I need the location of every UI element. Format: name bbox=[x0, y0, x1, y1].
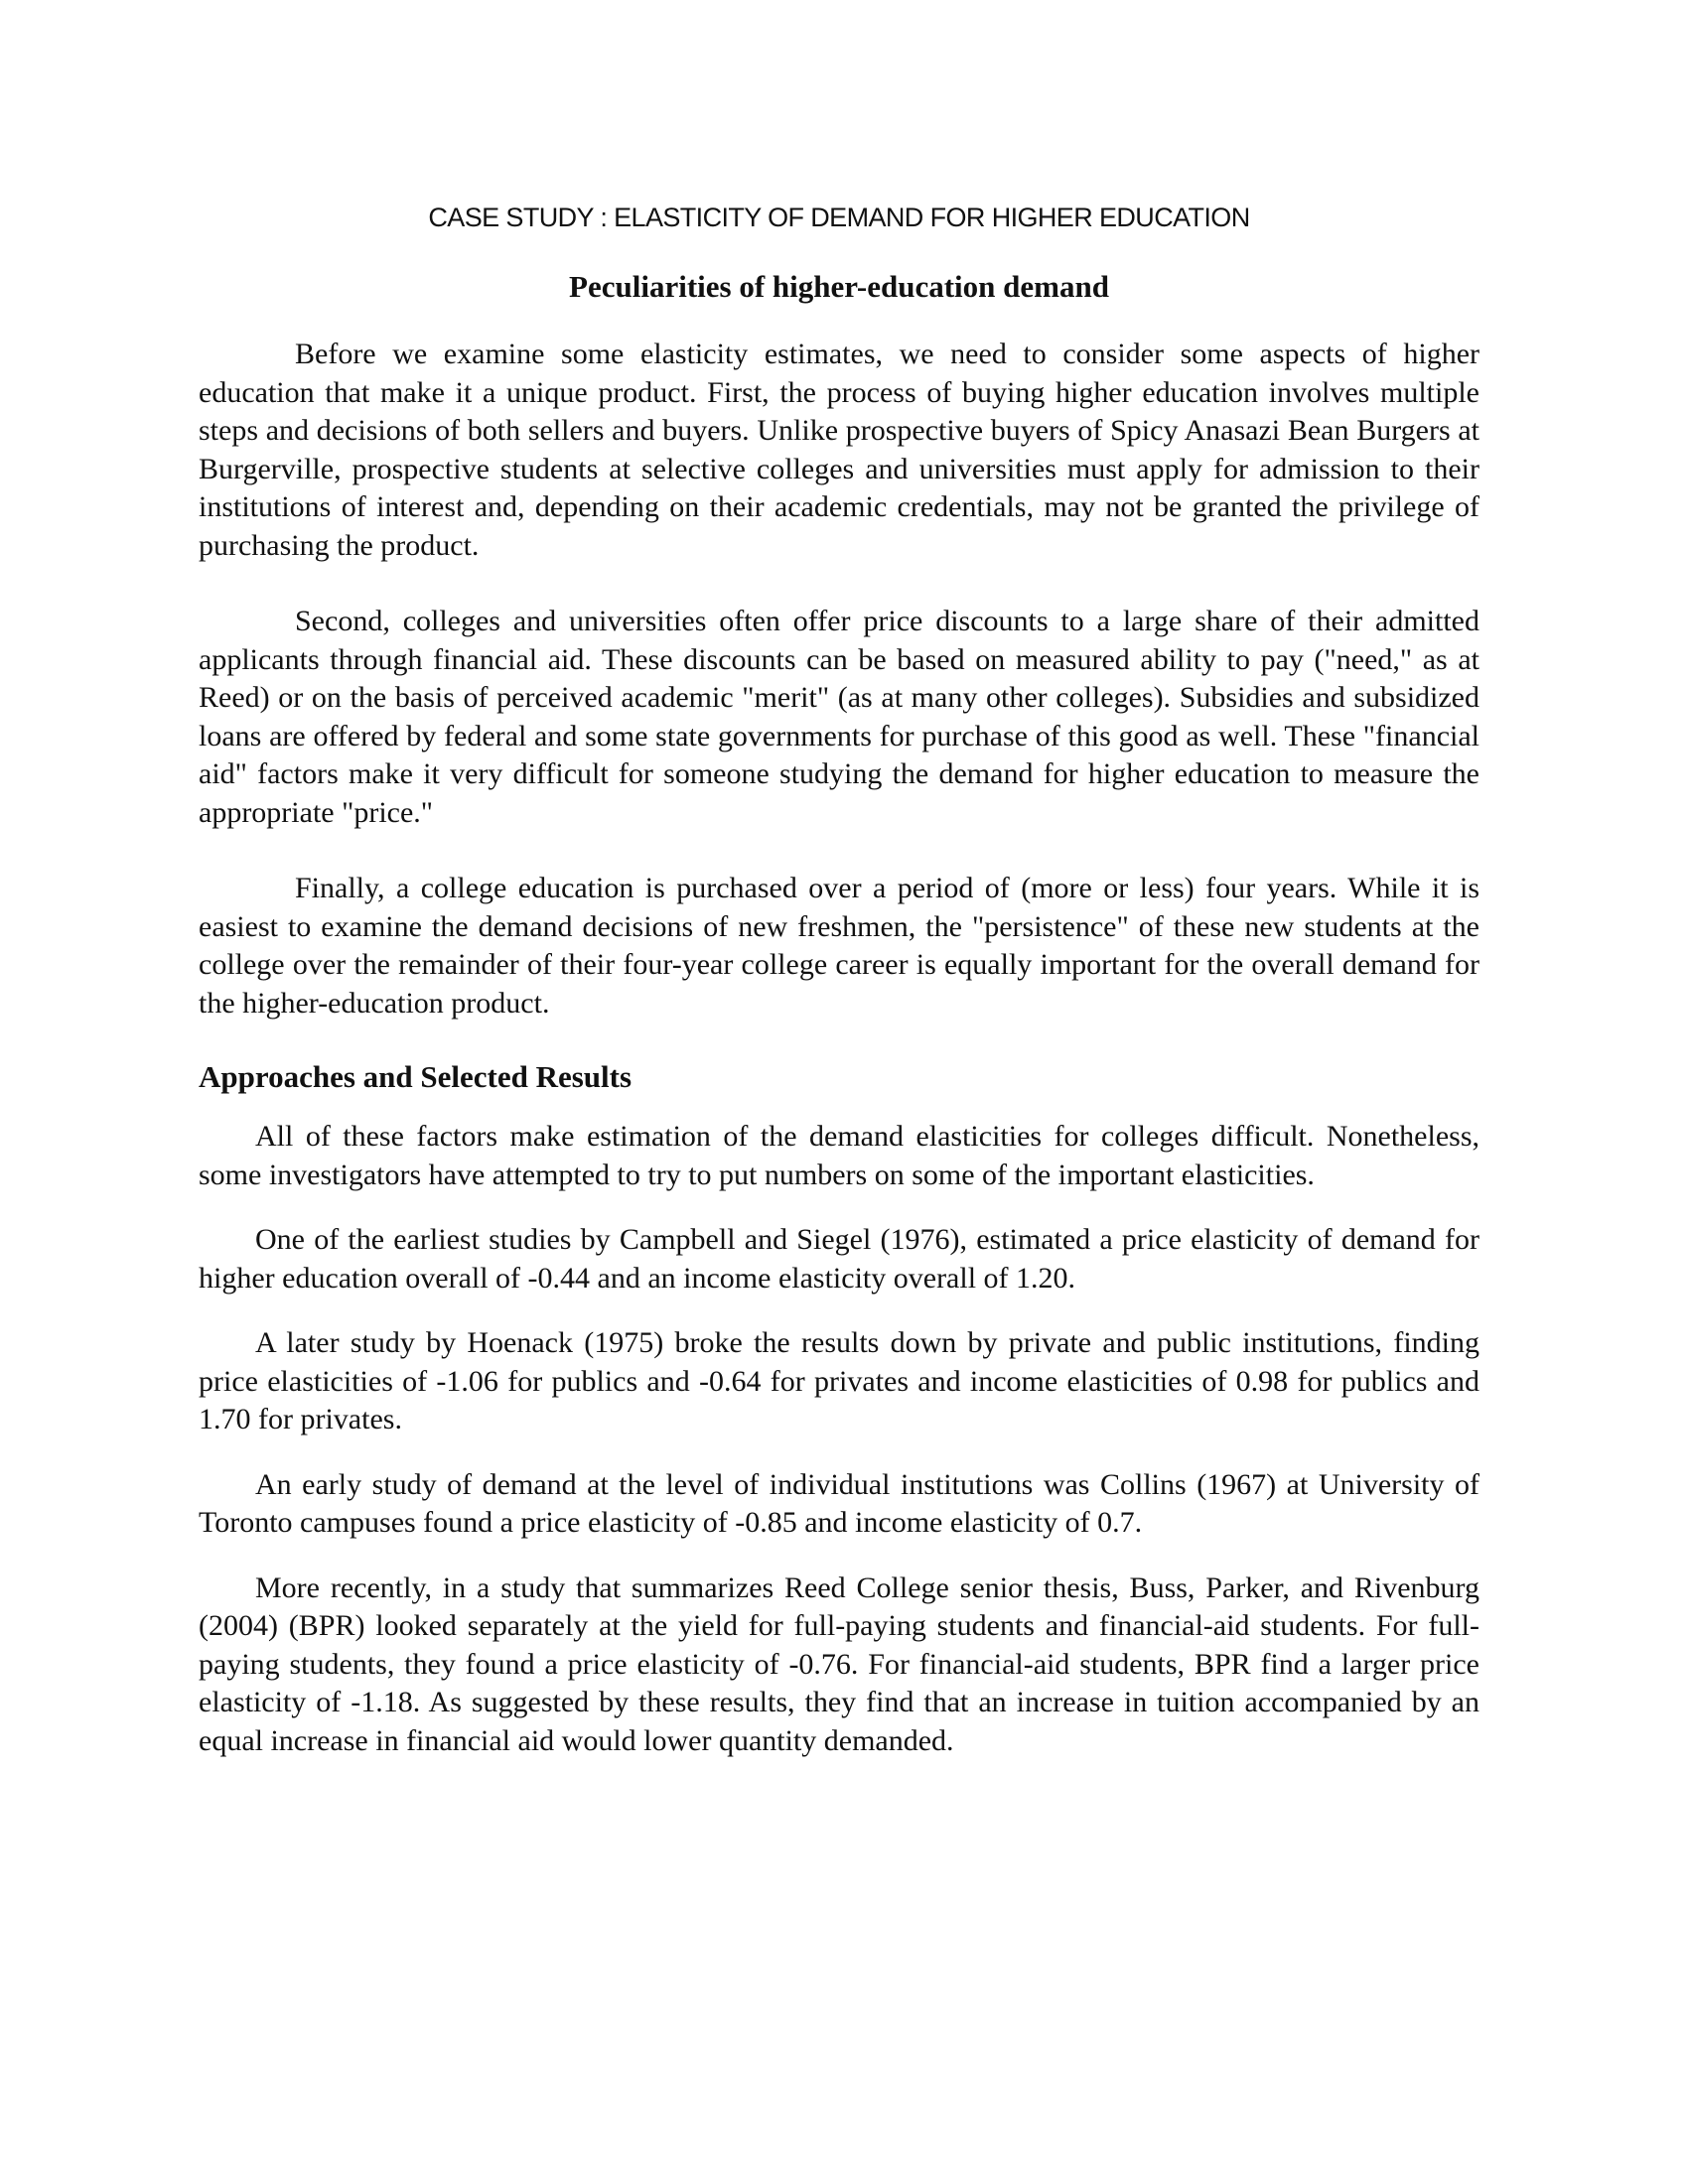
paragraph-four-years: Finally, a college education is purchased over a period of (more or less) four years. While it is easiest to examine the demand decisions of new freshmen, the "persistence" of these new students at the college over the remainder of their four-year college career is equally important for the overall demand for the higher-education product. bbox=[199, 872, 1479, 1020]
document-page bbox=[199, 199, 1479, 1787]
paragraph-hoenack: A later study by Hoenack (1975) broke the results down by private and public institutions, finding price elasticities of -1.06 for publics and -0.64 for privates and income elasticities of 0.98 for publics and 1.70 for privates. bbox=[199, 1326, 1479, 1435]
document-title: CASE STUDY : ELASTICITY OF DEMAND FOR HIGHER EDUCATION bbox=[428, 203, 1250, 232]
section-peculiarities bbox=[199, 268, 1479, 1023]
paragraph-estimation-difficult: All of these factors make estimation of the demand elasticities for colleges difficult. Nonetheless, some investigators have attempted to try to put numbers on some of the important elasticities. bbox=[199, 1120, 1479, 1191]
paragraph-financial-aid: Second, colleges and universities often offer price discounts to a large share of their admitted applicants through financial aid. These discounts can be based on measured ability to pay ("need," as at Reed) or on the basis of perceived academic "merit" (as at many other colleges). Subsidies and subsidized loans are offered by federal and some state governments for purchase of this good as well. These "financial aid" factors make it very difficult for someone studying the demand for higher education to measure the appropriate "price." bbox=[199, 605, 1479, 829]
section-heading-peculiarities: Peculiarities of higher-education demand bbox=[569, 269, 1109, 304]
paragraph-collins: An early study of demand at the level of individual institutions was Collins (1967) at University of Toronto campuses found a price elasticity of -0.85 and income elasticity of 0.7. bbox=[199, 1467, 1479, 1539]
section-heading-approaches: Approaches and Selected Results bbox=[199, 1059, 633, 1094]
paragraph-unique-product: Before we examine some elasticity estimates, we need to consider some aspects of higher education that make it a unique product. First, the process of buying higher education involves multiple steps and decisions of both sellers and buyers. Unlike prospective buyers of Spicy Anasazi Bean Burgers at Burgerville, prospective students at selective colleges and universities must apply for admission to their institutions of interest and, depending on their academic credentials, may not be granted the privilege of purchasing the product. bbox=[199, 338, 1479, 562]
section-approaches bbox=[199, 1058, 1479, 1760]
paragraph-bpr: More recently, in a study that summarizes Reed College senior thesis, Buss, Parker, and Rivenburg (2004) (BPR) looked separately at the yield for full-paying students and financial-aid students. For full-paying students, they found a price elasticity of -0.76. For financial-aid students, BPR find a larger price elasticity of -1.18. As suggested by these results, they find that an increase in tuition accompanied by an equal increase in financial aid would lower quantity demanded. bbox=[199, 1570, 1479, 1757]
paragraph-campbell-siegel: One of the earliest studies by Campbell and Siegel (1976), estimated a price elasticity of demand for higher education overall of -0.44 and an income elasticity overall of 1.20. bbox=[199, 1223, 1479, 1295]
